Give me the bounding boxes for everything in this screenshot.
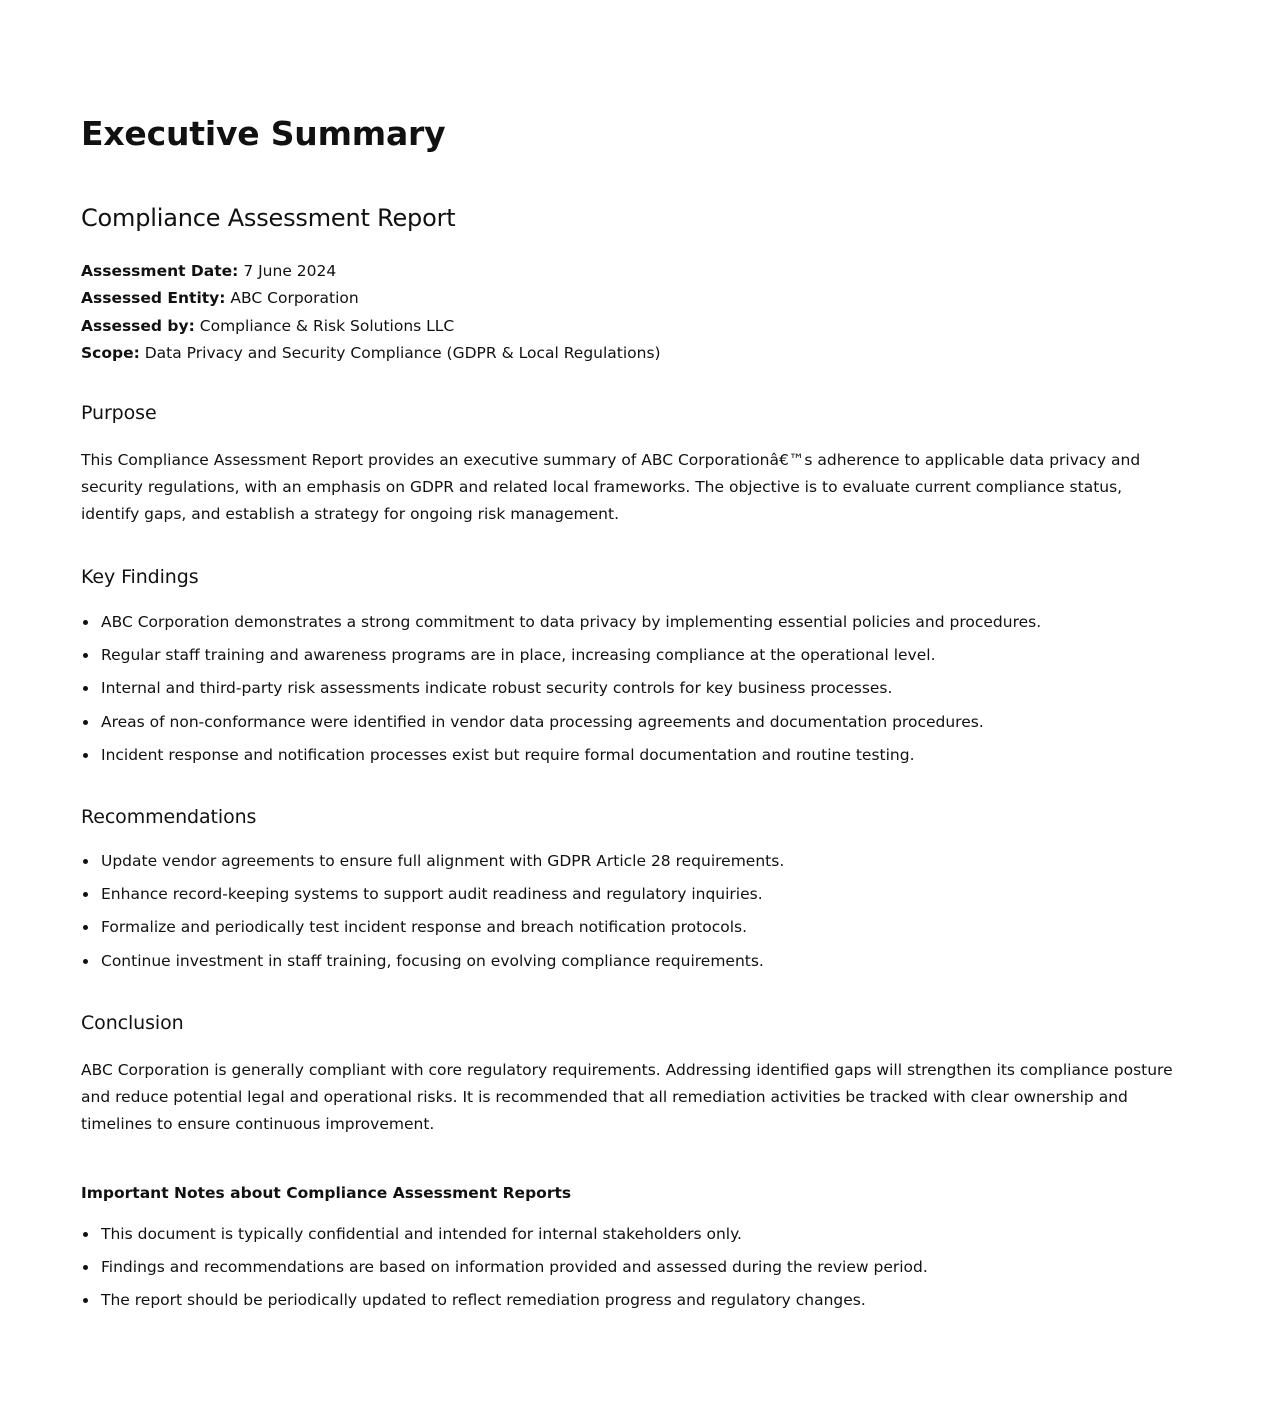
- list-item: Incident response and notification processes exist but require formal documentation and routine testing.: [81, 744, 1041, 777]
- purpose-heading: Purpose: [81, 402, 157, 424]
- list-item: Continue investment in staff training, focusing on evolving compliance requirements.: [81, 950, 784, 983]
- meta-value: Data Privacy and Security Compliance (GDPR & Local Regulations): [144, 343, 661, 362]
- meta-assessment-date: [81, 258, 661, 285]
- recommendations-heading: Recommendations: [81, 806, 257, 828]
- list-item: Findings and recommendations are based on information provided and assessed during the review period.: [81, 1256, 928, 1289]
- notes-heading: Important Notes about Compliance Assessment Reports: [81, 1184, 572, 1202]
- meta-value: ABC Corporation: [230, 289, 359, 308]
- meta-value: 7 June 2024: [243, 262, 337, 280]
- page-title: Executive Summary: [81, 114, 446, 153]
- list-item: This document is typically confidential and intended for internal stakeholders only.: [81, 1223, 928, 1256]
- list-item: Internal and third-party risk assessments indicate robust security controls for key business processes.: [81, 677, 1041, 710]
- meta-value: Compliance & Risk Solutions LLC: [199, 316, 455, 335]
- meta-label: Scope:: [81, 343, 140, 362]
- list-item: Areas of non-conformance were identified in vendor data processing agreements and documentation procedures.: [81, 711, 1041, 744]
- notes-list: [81, 1223, 928, 1323]
- list-item: Enhance record-keeping systems to support audit readiness and regulatory inquiries.: [81, 883, 784, 916]
- list-item: ABC Corporation demonstrates a strong commitment to data privacy by implementing essential policies and procedures.: [81, 611, 1041, 644]
- meta-assessed-by: [81, 313, 661, 340]
- conclusion-heading: Conclusion: [81, 1012, 184, 1034]
- meta-scope: [81, 340, 661, 367]
- conclusion-text: ABC Corporation is generally compliant with core regulatory requirements. Addressing identified gaps will strengthen its compliance posture and reduce potential legal and operational risks. It is recommended that all remediation activities be tracked with clear ownership and timelines to ensure continuous improvement.: [81, 1061, 1173, 1133]
- key-findings-list: [81, 611, 1041, 777]
- purpose-text: This Compliance Assessment Report provides an executive summary of ABC Corporationâ€™s adherence to applicable data privacy and security regulations, with an emphasis on GDPR and related local frameworks. The objective is to evaluate current compliance status, identify gaps, and establish a strategy for ongoing risk management.: [81, 451, 1141, 523]
- meta-label: Assessed Entity:: [81, 289, 226, 308]
- meta-label: Assessment Date:: [81, 262, 239, 280]
- report-title: Compliance Assessment Report: [81, 204, 456, 232]
- list-item: Formalize and periodically test incident response and breach notification protocols.: [81, 916, 784, 949]
- meta-assessed-entity: [81, 285, 661, 312]
- list-item: The report should be periodically updated to reflect remediation progress and regulatory changes.: [81, 1289, 928, 1322]
- meta-label: Assessed by:: [81, 316, 195, 335]
- report-metadata: [81, 258, 661, 367]
- list-item: Regular staff training and awareness programs are in place, increasing compliance at the operational level.: [81, 644, 1041, 677]
- recommendations-list: [81, 850, 784, 983]
- list-item: Update vendor agreements to ensure full alignment with GDPR Article 28 requirements.: [81, 850, 784, 883]
- key-findings-heading: Key Findings: [81, 566, 199, 588]
